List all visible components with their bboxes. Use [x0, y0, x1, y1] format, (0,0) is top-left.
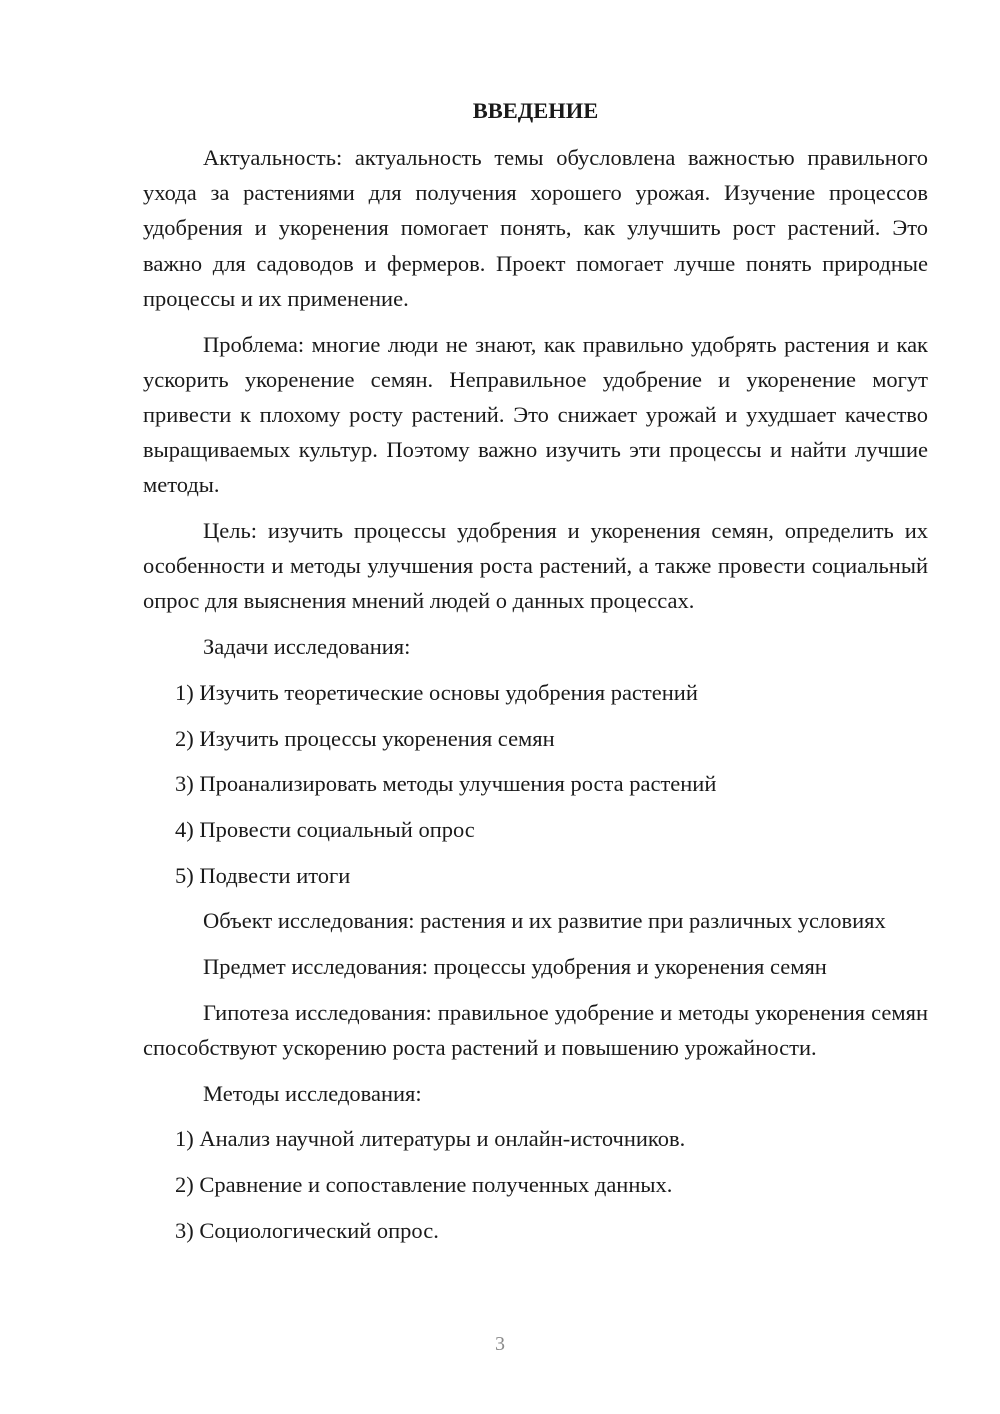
tasks-heading: Задачи исследования: [203, 634, 411, 660]
task-item: 2) Изучить процессы укоренения семян [175, 725, 555, 751]
method-item: 1) Анализ научной литературы и онлайн-источников. [175, 1126, 686, 1152]
document-page [143, 96, 928, 1258]
task-item: 4) Провести социальный опрос [175, 816, 475, 842]
page-number: 3 [495, 1333, 505, 1355]
methods-heading: Методы исследования: [203, 1080, 422, 1106]
goal-paragraph: Цель: изучить процессы удобрения и укоренения семян, определить их особенности и методы улучшения роста растений, а также провести социальный опрос для выяснения мнений людей о данных процессах. [143, 518, 928, 614]
task-item: 1) Изучить теоретические основы удобрения растений [175, 679, 698, 705]
task-item: 5) Подвести итоги [175, 862, 351, 888]
task-item: 3) Проанализировать методы улучшения роста растений [175, 771, 717, 797]
method-item: 2) Сравнение и сопоставление полученных данных. [175, 1172, 673, 1198]
relevance-paragraph: Актуальность: актуальность темы обусловлена важностью правильного ухода за растениями для получения хорошего урожая. Изучение процессов удобрения и укоренения помогает понять, как улучшить рост растений. Это важно для садоводов и фермеров. Проект помогает лучше понять природные процессы и их применение. [143, 145, 928, 311]
hypothesis-paragraph: Гипотеза исследования: правильное удобрение и методы укоренения семян способствуют ускорению роста растений и повышению урожайности. [143, 999, 928, 1060]
problem-paragraph: Проблема: многие люди не знают, как правильно удобрять растения и как ускорить укоренение семян. Неправильное удобрение и укоренение могут привести к плохому росту растений. Это снижает урожай и ухудшает качество выращиваемых культур. Поэтому важно изучить эти процессы и найти лучшие методы. [143, 331, 928, 498]
object-paragraph: Объект исследования: растения и их развитие при различных условиях [203, 908, 886, 934]
method-item: 3) Социологический опрос. [175, 1217, 439, 1243]
subject-paragraph: Предмет исследования: процессы удобрения и укоренения семян [203, 954, 827, 980]
section-title: ВВЕДЕНИЕ [472, 98, 599, 123]
